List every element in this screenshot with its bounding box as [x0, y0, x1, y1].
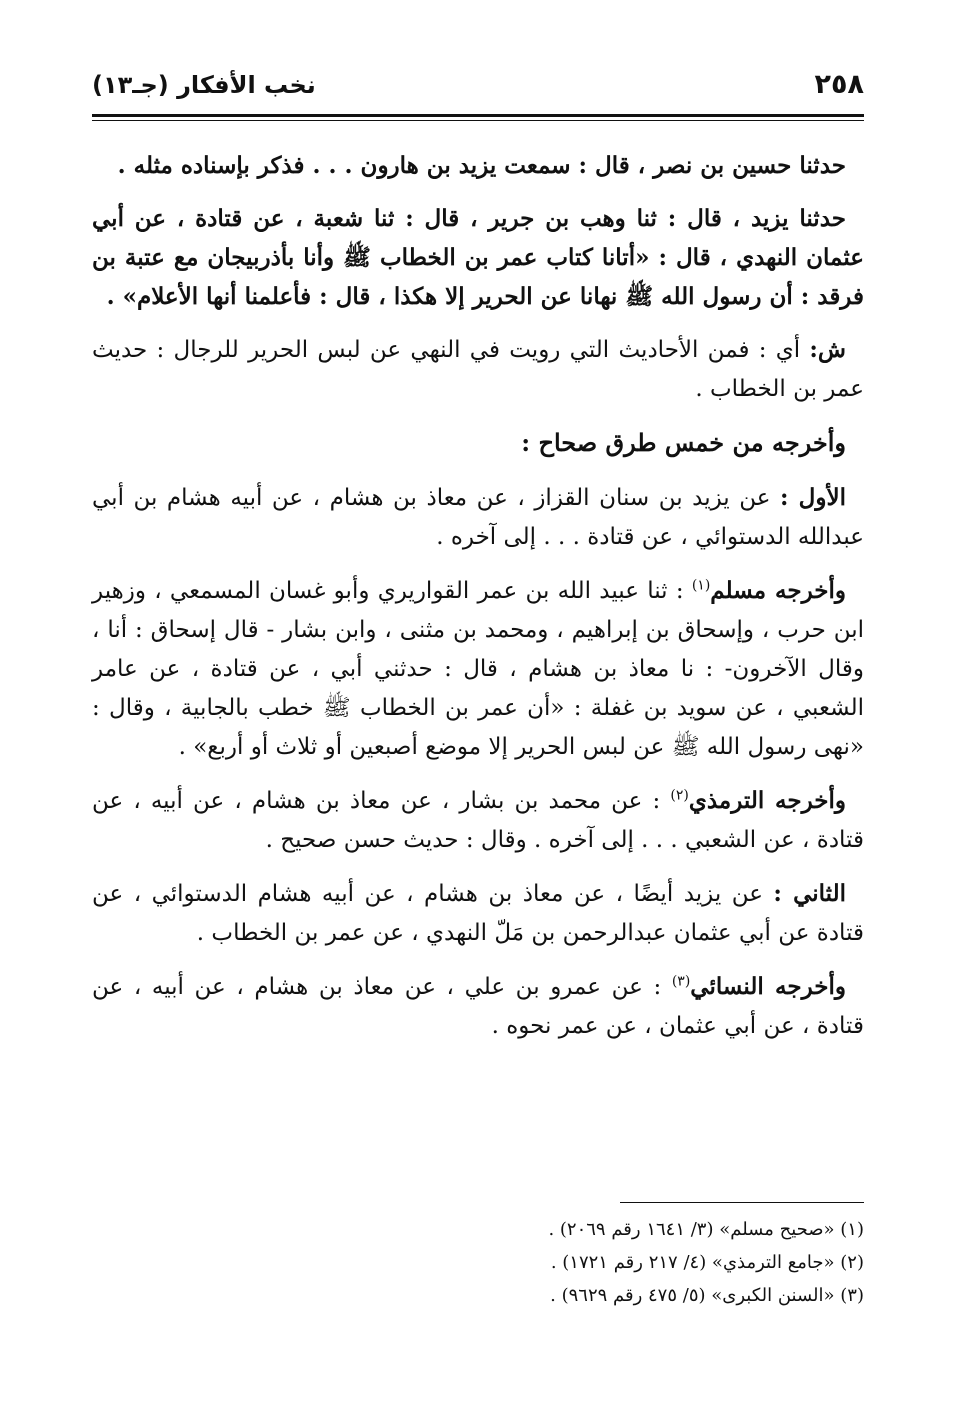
paragraph-text: : عن محمد بن بشار ، عن معاذ بن هشام ، عن أبيه ، عن قتادة ، عن الشعبي . . . إلى آخره . وقال : حديث حسن صحيح .	[92, 788, 864, 853]
footnote-rule	[620, 1202, 864, 1203]
paragraph-lead: وأخرجه الترمذي	[688, 787, 846, 814]
footnote-ref: (٣)	[671, 973, 691, 990]
hadith-paragraph	[92, 199, 864, 316]
commentary-paragraph	[92, 967, 864, 1046]
paragraph-text: : ثنا عبيد الله بن عمر القواريري وأبو غسان المسمعي ، وزهير ابن حرب ، وإسحاق بن إبراهيم ، ومحمد بن مثنى ، وابن بشار - قال إسحاق : أنا ، وقال الآخرون- : نا معاذ بن هشام ، قال : حدثني أبي ، عن قتادة ، عن عامر الشعبي ، عن سويد بن غفلة : «أن عمر بن الخطاب ﷺ خطب بالجابية ، وقال : «نهى رسول الله ﷺ عن لبس الحرير إلا موضع أصبعين أو ثلاث أو أربع» .	[92, 578, 864, 760]
book-page	[92, 62, 864, 1362]
hadith-paragraph	[92, 146, 864, 185]
page-number: ٢٥٨	[814, 69, 864, 100]
footnote-item: (٢) «جامع الترمذي» (٤/ ٢١٧ رقم ١٧٢١) .	[550, 1252, 864, 1273]
footnote-ref: (١)	[691, 577, 711, 594]
commentary-paragraph	[92, 874, 864, 953]
paragraph-text: حدثنا حسين بن نصر ، قال : سمعت يزيد بن هارون . . . فذكر بإسناده مثله .	[117, 152, 846, 179]
commentary-paragraph	[92, 330, 864, 409]
section-heading	[92, 423, 864, 462]
footnotes	[92, 1202, 864, 1312]
paragraph-lead: الثاني :	[773, 880, 846, 907]
paragraph-text: عن يزيد بن سنان القزاز ، عن معاذ بن هشام ، عن أبيه هشام بن أبي عبدالله الدستوائي ، عن قتادة . . . إلى آخره .	[92, 485, 864, 550]
footnote-item: (١) «صحيح مسلم» (٣/ ١٦٤١ رقم ٢٠٦٩) .	[548, 1219, 864, 1240]
paragraph-lead: وأخرجه مسلم	[710, 577, 846, 604]
book-title: نخب الأفكار (جـ١٣)	[92, 71, 316, 99]
header-rule-thick	[92, 114, 864, 117]
footnote-item: (٣) «السنن الكبرى» (٥/ ٤٧٥ رقم ٩٦٢٩) .	[550, 1285, 864, 1306]
paragraph-text: حدثنا يزيد ، قال : ثنا وهب بن جرير ، قال : ثنا شعبة ، عن قتادة ، عن أبي عثمان النهدي ، قال : «أتانا كتاب عمر بن الخطاب ﷺ وأنا بأذربيجان مع عتبة بن فرقد : أن رسول الله ﷺ نهانا عن الحرير إلا هكذا ، قال : فأعلمنا أنها الأعلام» .	[92, 205, 864, 310]
paragraph-text: عن يزيد أيضًا ، عن معاذ بن هشام ، عن أبيه هشام الدستوائي ، عن قتادة عن أبي عثمان عبدالرحمن بن مَلّ النهدي ، عن عمر بن الخطاب .	[92, 881, 864, 946]
commentary-paragraph	[92, 571, 864, 767]
paragraph-lead: الأول :	[779, 484, 847, 511]
heading-text: وأخرجه من خمس طرق صحاح :	[521, 428, 846, 457]
paragraph-text: أي : فمن الأحاديث التي رويت في النهي عن لبس الحرير للرجال : حديث عمر بن الخطاب .	[92, 337, 864, 402]
commentary-paragraph	[92, 781, 864, 860]
footnote-ref: (٢)	[670, 787, 689, 804]
main-text	[92, 146, 864, 1060]
paragraph-lead: ش:	[809, 336, 846, 363]
header-rule-thin	[92, 120, 864, 121]
paragraph-lead: وأخرجه النسائي	[690, 973, 846, 1000]
paragraph-text: : عن عمرو بن علي ، عن معاذ بن هشام ، عن أبيه ، عن قتادة ، عن أبي عثمان ، عن عمر نحوه .	[92, 974, 864, 1039]
commentary-paragraph	[92, 478, 864, 557]
page-header	[92, 62, 864, 104]
